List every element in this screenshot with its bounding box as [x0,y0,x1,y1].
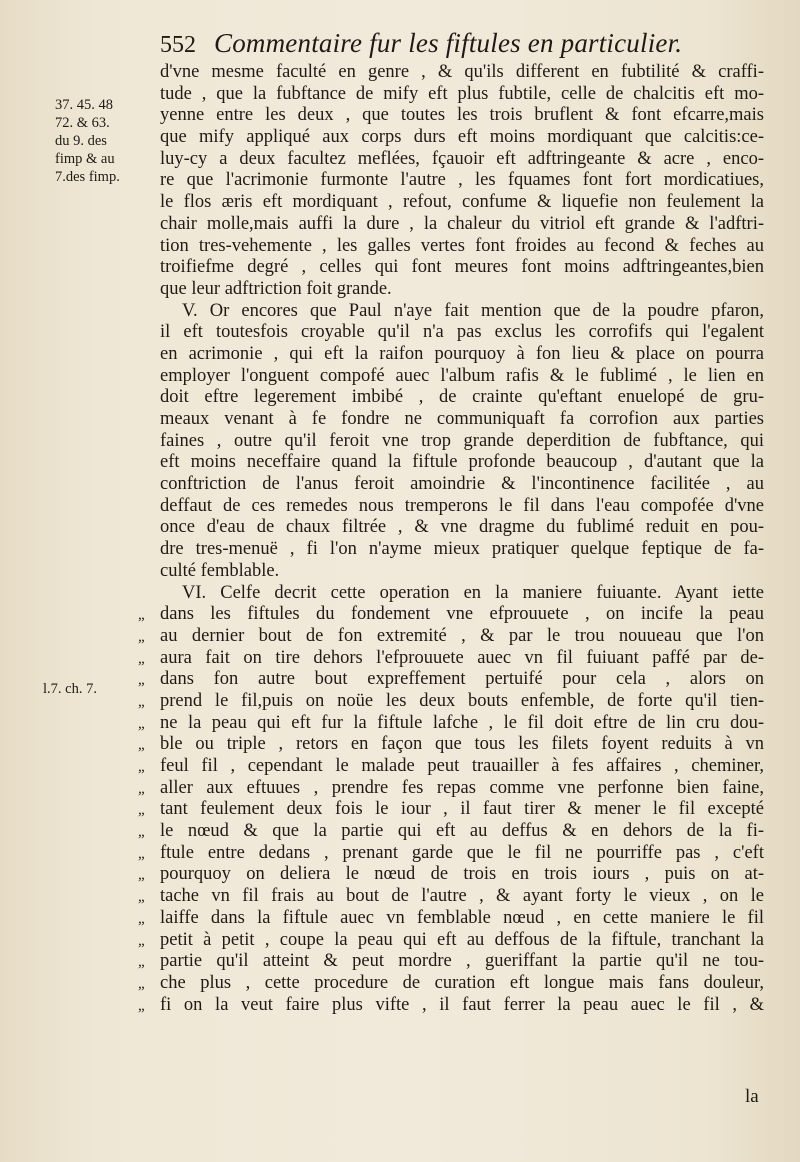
quote-mark: „ [138,607,145,624]
text-line: en acrimonie , qui eft la raifon pourquoy à fon lieu & place on pourra [160,343,764,364]
page-number: 552 [160,32,196,58]
quoted-line [138,777,764,800]
quoted-line [138,647,764,670]
quoted-text: prend le fil,puis on noüe les deux bouts enfemble, de forte qu'il tien- [160,690,764,711]
quoted-line [138,734,764,756]
margin-note-line: l.7. ch. 7. [43,681,97,697]
quoted-text: petit à petit , coupe la peau qui eft au deffous de la fiftule, tranchant la [160,929,764,950]
quoted-text: ne la peau qui eft fur la fiftule lafche , le fil doit eftre de lin cru dou- [160,712,764,733]
text-line: d'vne mesme faculté en genre , & qu'ils different en fubtilité & craffi- [160,62,764,82]
quote-mark: „ [138,824,145,841]
quoted-line [138,929,764,952]
quoted-text: pourquoy on deliera le nœud de trois en trois iours , puis on at- [160,864,764,885]
text-line: tude , que la fubftance de mify eft plus fubtile, celle de chalcitis eft mo- [160,83,764,104]
quoted-line [138,886,764,908]
quote-mark: „ [138,672,145,689]
quote-mark: „ [138,715,145,732]
quoted-line [138,994,764,1017]
quote-mark: „ [138,759,145,775]
quoted-line [138,951,764,973]
text-line: le flos æris eft mordiquant , refout, confume & liquefie non feulement la [160,192,764,213]
text-line: que leur adftriction foit grande. [160,278,392,299]
text-line: re que l'acrimonie furmonte l'autre , les fquames font fort mordicatiues, [160,170,764,191]
quote-mark: „ [138,650,145,667]
quote-mark: „ [138,845,145,862]
text-line: once d'eau de chaux filtrée , & vne dragme du fublimé reduit en pou- [160,517,764,538]
quoted-text: dans fon autre bout expreffement pertuifé pour cela , alors on [160,669,764,690]
text-line: que mify appliqué aux corps durs eft moins mordiquant que calcitis:ce- [160,127,764,148]
quote-mark: „ [138,889,145,906]
quoted-text: fi on la veut faire plus vifte , il faut ferrer la peau auec le fil , & [160,994,764,1015]
quoted-text: tant feulement deux fois le iour , il faut tirer & mener le fil excepté [160,799,764,820]
quote-mark: „ [138,693,145,710]
text-line: faines , outre qu'il feroit vne trop grande deperdition de fubftance, qui [160,430,764,451]
margin-note-citation [55,96,150,186]
margin-note-line: 72. & 63. [55,115,110,131]
quoted-line [138,799,764,821]
quoted-text: aller aux eftuues , prendre fes repas comme vne perfonne bien faine, [160,777,764,798]
quoted-text: partie qu'il atteint & peut mordre , gueriffant la partie qu'il ne tou- [160,951,764,972]
text-line: conftriction de l'anus feroit amoindrie & l'incontinence facilitée , au [160,474,764,495]
quote-mark: „ [138,737,145,754]
paragraph-vi-start: VI. Celfe decrit cette operation en la maniere fuiuante. Ayant iette [182,582,764,603]
quote-mark: „ [138,975,145,992]
quoted-text: tache vn fil frais au bout de l'autre , & ayant forty le vieux , on le [160,886,764,907]
margin-note-line: 37. 45. 48 [55,97,113,113]
text-line: luy-cy a deux facultez meflées, fçauoir eft adftringeante & acre , enco- [160,148,764,169]
quoted-line [138,669,764,691]
body-text [138,62,764,1016]
quoted-line [138,907,764,930]
quoted-text: le nœud & que la partie qui eft au deffus & en dehors de la fi- [160,821,764,842]
quoted-line [138,756,764,778]
quoted-text: dans les fiftules du fondement vne efprouuete , on incife la peau [160,604,764,625]
running-title: Commentaire fur les fiftules en particulier. [214,28,683,58]
text-line: doit eftre legerement imbibé , de crainte qu'eftant enuelopé de gru- [160,387,764,408]
text-line: chair molle,mais auffi la dure , la chaleur du vitriol eft grande & l'adftri- [160,213,764,234]
text-line: dre tres-menuë , fi l'on n'ayme mieux pratiquer quelque feptique de fa- [160,539,764,560]
text-line: meaux venant à fe fondre ne communiquaft fa corrofion aux parties [160,409,764,429]
catchword: la [745,1086,759,1107]
quote-mark: „ [138,867,145,884]
text-line: yenne entre les deux , que toutes les trois bruflent & font efcarre,mais [160,105,764,126]
quoted-text: laiffe dans la fiftule auec vn femblable nœud , en cette maniere le fil [160,907,764,928]
quote-mark: „ [138,628,145,645]
text-line: eft moins neceffaire quand la fiftule profonde beaucoup , d'autant que la [160,452,764,473]
quoted-text: feul fil , cependant le malade peut trauailler à fes affaires , cheminer, [160,756,764,776]
quoted-text: aura fait on tire dehors l'efprouuete auec vn fil fuiuant paffé par de- [160,647,764,668]
quoted-line [138,864,764,886]
quoted-line [138,604,764,626]
quoted-text: ftule entre dedans , prenant garde que le fil ne pourriffe pas , c'eft [160,842,764,863]
quoted-line [138,712,764,735]
text-line: culté femblable. [160,560,280,581]
text-line: tion tres-vehemente , les galles vertes font froides au fecond & feches au [160,235,764,256]
quoted-line [138,625,764,648]
quoted-line [138,972,764,995]
margin-note-line: fimp & au [55,151,115,167]
quote-mark: „ [138,932,145,949]
text-line: employer l'onguent compofé auec l'album rafis & le fublimé , le lien en [160,365,764,386]
margin-note-reference [43,680,138,698]
text-line: troifiefme degré , celles qui font meures font moins adftringeantes,bien [160,257,764,278]
text-line: deffaut de ces remedes nous tremperons le fil dans l'eau compofée d'vne [160,495,764,516]
margin-note-line: du 9. des [55,133,107,149]
quoted-text: ble ou triple , retors en façon que tous les filets foyent reduits à vn [160,734,764,755]
quote-mark: „ [138,910,145,927]
quoted-line [138,690,764,713]
text-line: il eft toutesfois croyable qu'il n'a pas exclus les corrofifs qui l'egalent [160,322,764,343]
quote-mark: „ [138,780,145,797]
quoted-line [138,821,764,843]
quote-mark: „ [138,802,145,819]
quote-mark: „ [138,954,145,971]
paragraph-v-start: V. Or encores que Paul n'aye fait mention que de la poudre pfaron, [182,300,764,321]
quote-mark: „ [138,997,145,1014]
quoted-line [138,842,764,865]
quoted-text: au dernier bout de fon extremité , & par le trou nouueau que l'on [160,625,764,646]
quoted-text: che plus , cette procedure de curation eft longue mais fans douleur, [160,972,764,993]
margin-note-line: 7.des fimp. [55,169,120,185]
page-header [160,28,790,66]
